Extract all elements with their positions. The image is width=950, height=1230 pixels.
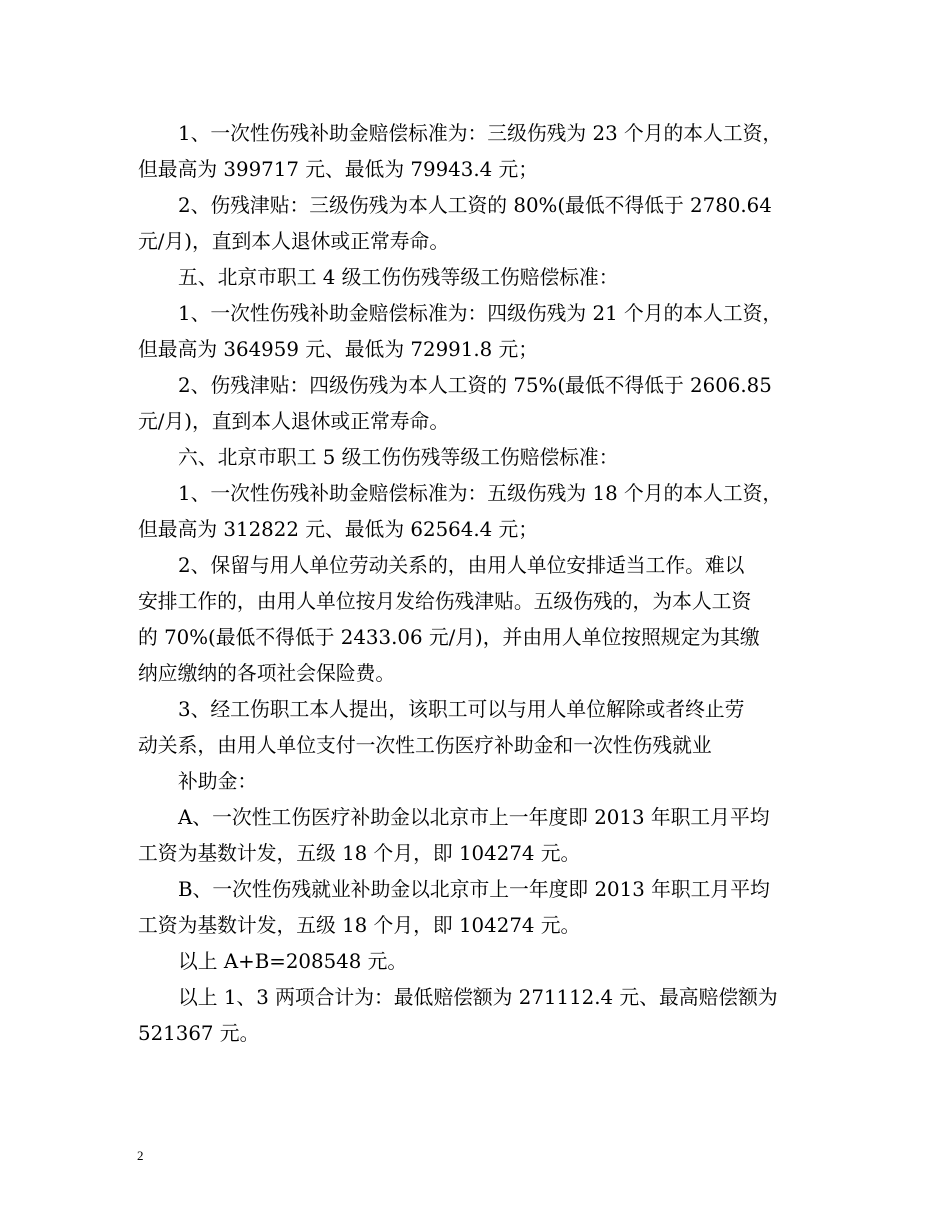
paragraph-grade5-termination <box>138 692 828 764</box>
text-line: 521367 元。 <box>138 1022 260 1045</box>
page-number: 2 <box>137 1148 144 1163</box>
text-line: 以上 A+B=208548 元。 <box>178 950 408 973</box>
paragraph-grade3-lump-sum <box>138 116 828 188</box>
text-line: 动关系，由用人单位支付一次性工伤医疗补助金和一次性伤残就业 <box>138 734 712 757</box>
paragraph-overall-total <box>138 980 828 1052</box>
text-line: 元/月)，直到本人退休或正常寿命。 <box>138 230 450 253</box>
text-line: 的 70%(最低不得低于 2433.06 元/月)，并由用人单位按照规定为其缴 <box>138 626 760 649</box>
text-line: 工资为基数计发，五级 18 个月，即 104274 元。 <box>138 842 581 865</box>
text-line: 但最高为 399717 元、最低为 79943.4 元； <box>138 158 539 181</box>
text-line: 纳应缴纳的各项社会保险费。 <box>138 662 396 685</box>
text-line: 但最高为 312822 元、最低为 62564.4 元； <box>138 518 539 541</box>
paragraph-grade3-allowance <box>138 188 828 260</box>
paragraph-grade4-lump-sum <box>138 296 828 368</box>
text-line: 元/月)，直到本人退休或正常寿命。 <box>138 410 450 433</box>
section-heading-grade5 <box>138 440 828 476</box>
text-line: 工资为基数计发，五级 18 个月，即 104274 元。 <box>138 914 581 937</box>
paragraph-employment-subsidy <box>138 872 828 944</box>
text-line: 安排工作的，由用人单位按月发给伤残津贴。五级伤残的，为本人工资 <box>138 590 752 613</box>
text-line: 1、一次性伤残补助金赔偿标准为：五级伤残为 18 个月的本人工资， <box>178 482 783 505</box>
text-line: 2、保留与用人单位劳动关系的，由用人单位安排适当工作。难以 <box>178 554 745 577</box>
paragraph-medical-subsidy <box>138 800 828 872</box>
text-line: 六、北京市职工 5 级工伤伤残等级工伤赔偿标准： <box>178 446 619 469</box>
paragraph-grade5-employment <box>138 548 828 692</box>
paragraph-subsidy-label <box>138 764 828 800</box>
text-line: A、一次性工伤医疗补助金以北京市上一年度即 2013 年职工月平均 <box>178 806 770 829</box>
paragraph-a-plus-b-total <box>138 944 828 980</box>
paragraph-grade4-allowance <box>138 368 828 440</box>
section-heading-grade4 <box>138 260 828 296</box>
text-line: 1、一次性伤残补助金赔偿标准为：四级伤残为 21 个月的本人工资， <box>178 302 783 325</box>
text-line: 2、伤残津贴：三级伤残为本人工资的 80%(最低不得低于 2780.64 <box>178 194 772 217</box>
text-line: 五、北京市职工 4 级工伤伤残等级工伤赔偿标准： <box>178 266 619 289</box>
document-body <box>138 116 828 1052</box>
text-line: 3、经工伤职工本人提出，该职工可以与用人单位解除或者终止劳 <box>178 698 745 721</box>
text-line: 1、一次性伤残补助金赔偿标准为：三级伤残为 23 个月的本人工资， <box>178 122 783 145</box>
text-line: 补助金： <box>178 770 258 793</box>
text-line: 但最高为 364959 元、最低为 72991.8 元； <box>138 338 539 361</box>
text-line: B、一次性伤残就业补助金以北京市上一年度即 2013 年职工月平均 <box>178 878 770 901</box>
paragraph-grade5-lump-sum <box>138 476 828 548</box>
text-line: 2、伤残津贴：四级伤残为本人工资的 75%(最低不得低于 2606.85 <box>178 374 772 397</box>
text-line: 以上 1、3 两项合计为：最低赔偿额为 271112.4 元、最高赔偿额为 <box>178 986 778 1009</box>
